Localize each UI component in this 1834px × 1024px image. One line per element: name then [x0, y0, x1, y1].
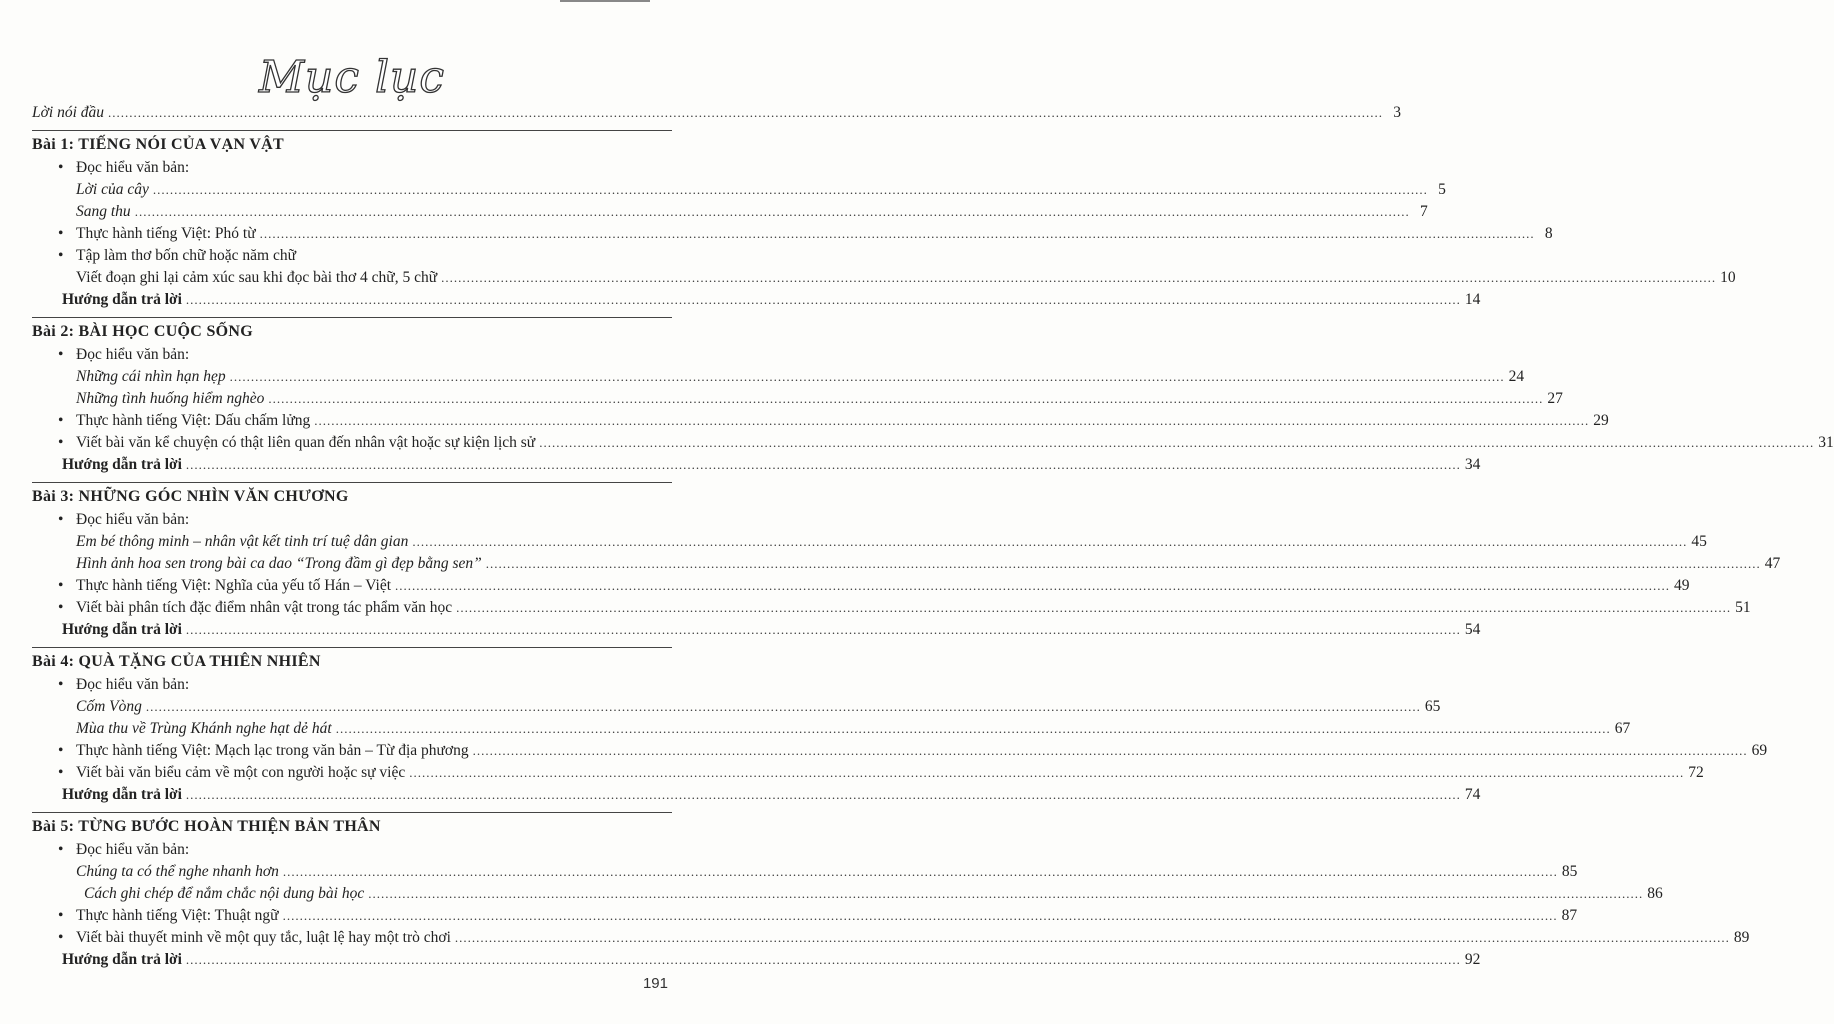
toc-group[interactable]: [32, 841, 672, 863]
bullet-icon: •: [58, 247, 64, 264]
toc-entry-page: 49: [1674, 577, 1690, 594]
toc-entry-page: 34: [1464, 456, 1481, 473]
toc-entry-label: Viết bài thuyết minh về một quy tắc, luật lệ hay một trò chơi: [76, 929, 451, 946]
toc-item[interactable]: [32, 412, 1609, 434]
toc-item[interactable]: [32, 434, 1834, 456]
leader-dots: ............................................................................................................................................................................................................................................................................................................: [454, 930, 1730, 945]
bullet-icon: •: [58, 434, 64, 451]
section-divider: [32, 130, 672, 131]
lesson-heading[interactable]: Bài 2: BÀI HỌC CUỘC SỐNG: [32, 323, 253, 340]
toc-entry-page: 85: [1561, 863, 1578, 880]
toc-reading[interactable]: [32, 390, 1563, 412]
toc-group[interactable]: [32, 511, 672, 533]
toc-reading[interactable]: [32, 533, 1707, 555]
table-of-contents: [32, 104, 1834, 973]
toc-entry-page: 54: [1464, 621, 1481, 638]
toc-entry-page: 45: [1691, 533, 1707, 550]
section-divider: [32, 317, 672, 318]
page-title: Mục lục: [258, 52, 446, 103]
toc-entry-page: 8: [1544, 225, 1553, 242]
toc-entry-label: Đọc hiểu văn bản:: [76, 511, 190, 528]
toc-entry-page: 74: [1464, 786, 1481, 803]
toc-entry-page: 47: [1764, 555, 1781, 572]
toc-reading[interactable]: [32, 368, 1525, 390]
lesson-heading[interactable]: Bài 1: TIẾNG NÓI CỦA VẠN VẬT: [32, 136, 285, 153]
toc-entry-label: Thực hành tiếng Việt: Nghĩa của yếu tố Hán – Việt: [76, 577, 392, 594]
toc-entry-label: Viết đoạn ghi lại cảm xúc sau khi đọc bài thơ 4 chữ, 5 chữ: [76, 269, 438, 286]
toc-group[interactable]: [32, 247, 672, 269]
bullet-icon: •: [58, 511, 64, 528]
leader-dots: ............................................................................................................................................................................................................................................................................................................: [314, 413, 1590, 428]
toc-entry-label: Viết bài văn kể chuyện có thật liên quan đến nhân vật hoặc sự kiện lịch sử: [76, 434, 536, 451]
toc-entry-page: 7: [1419, 203, 1428, 220]
page-number: 191: [642, 975, 668, 992]
leader-dots: ............................................................................................................................................................................................................................................................................................................: [134, 204, 1410, 219]
toc-entry-label: Hướng dẫn trả lời: [62, 786, 182, 803]
toc-group[interactable]: [32, 676, 672, 698]
bullet-icon: •: [58, 412, 64, 429]
toc-item[interactable]: [32, 577, 1690, 599]
leader-dots: ............................................................................................................................................................................................................................................................................................................: [282, 864, 1558, 879]
toc-item[interactable]: [32, 599, 1751, 621]
toc-entry-label: Đọc hiểu văn bản:: [76, 841, 190, 858]
bullet-icon: •: [58, 346, 64, 363]
toc-item[interactable]: [32, 907, 1578, 929]
leader-dots: ............................................................................................................................................................................................................................................................................................................: [185, 952, 1461, 967]
toc-entry-label: Đọc hiểu văn bản:: [76, 346, 190, 363]
toc-reading[interactable]: [32, 181, 1446, 203]
bullet-icon: •: [58, 742, 64, 759]
toc-entry-label: Em bé thông minh – nhân vật kết tinh trí tuệ dân gian: [76, 533, 409, 550]
toc-entry-label: Hướng dẫn trả lời: [62, 621, 182, 638]
toc-entry-preface[interactable]: [32, 104, 1402, 126]
toc-entry-page: 29: [1593, 412, 1609, 429]
toc-entry-label: Tập làm thơ bốn chữ hoặc năm chữ: [76, 247, 296, 264]
toc-entry-page: 65: [1424, 698, 1441, 715]
toc-entry-page: 92: [1464, 951, 1481, 968]
leader-dots: ............................................................................................................................................................................................................................................................................................................: [539, 435, 1815, 450]
toc-entry-label: Cách ghi chép để nắm chắc nội dung bài học: [84, 885, 365, 902]
toc-entry-label: Lời của cây: [76, 181, 149, 198]
leader-dots: ............................................................................................................................................................................................................................................................................................................: [282, 908, 1558, 923]
toc-entry-page: 87: [1561, 907, 1578, 924]
top-edge-line: [560, 0, 650, 2]
toc-reading[interactable]: [32, 720, 1631, 742]
toc-entry-label: Cốm Vòng: [76, 698, 142, 715]
leader-dots: ............................................................................................................................................................................................................................................................................................................: [368, 886, 1644, 901]
leader-dots: ............................................................................................................................................................................................................................................................................................................: [472, 743, 1748, 758]
bullet-icon: •: [58, 907, 64, 924]
bullet-icon: •: [58, 225, 64, 242]
toc-entry-page: 51: [1735, 599, 1751, 616]
leader-dots: ............................................................................................................................................................................................................................................................................................................: [456, 600, 1732, 615]
leader-dots: ............................................................................................................................................................................................................................................................................................................: [335, 721, 1611, 736]
toc-group[interactable]: [32, 159, 672, 181]
toc-entry-page: 24: [1508, 368, 1525, 385]
toc-entry-page: 3: [1393, 104, 1402, 121]
leader-dots: ............................................................................................................................................................................................................................................................................................................: [395, 578, 1671, 593]
leader-dots: ............................................................................................................................................................................................................................................................................................................: [185, 457, 1461, 472]
leader-dots: ............................................................................................................................................................................................................................................................................................................: [412, 534, 1688, 549]
toc-entry-label: Những tình huống hiểm nghèo: [76, 390, 265, 407]
bullet-icon: •: [58, 599, 64, 616]
section-divider: [32, 647, 672, 648]
leader-dots: ............................................................................................................................................................................................................................................................................................................: [152, 182, 1428, 197]
leader-dots: ............................................................................................................................................................................................................................................................................................................: [409, 765, 1685, 780]
leader-dots: ............................................................................................................................................................................................................................................................................................................: [185, 787, 1461, 802]
toc-group[interactable]: [32, 346, 672, 368]
section-divider: [32, 482, 672, 483]
toc-entry-page: 72: [1688, 764, 1704, 781]
leader-dots: ............................................................................................................................................................................................................................................................................................................: [485, 556, 1761, 571]
toc-entry-page: 86: [1647, 885, 1663, 902]
toc-entry-label: Hình ảnh hoa sen trong bài ca dao “Trong đầm gì đẹp bằng sen”: [76, 555, 482, 572]
toc-reading[interactable]: [32, 698, 1441, 720]
toc-item[interactable]: [32, 225, 1553, 247]
toc-entry-label: Thực hành tiếng Việt: Phó từ: [76, 225, 256, 242]
toc-entry-label: Những cái nhìn hạn hẹp: [76, 368, 226, 385]
toc-entry-label: Sang thu: [76, 203, 131, 220]
toc-entry-label: Hướng dẫn trả lời: [62, 951, 182, 968]
toc-entry-label: Đọc hiểu văn bản:: [76, 676, 190, 693]
bullet-icon: •: [58, 764, 64, 781]
lesson-heading[interactable]: Bài 3: NHỮNG GÓC NHÌN VĂN CHƯƠNG: [32, 488, 349, 505]
toc-answers[interactable]: [32, 951, 1481, 973]
toc-entry-label: Đọc hiểu văn bản:: [76, 159, 190, 176]
toc-entry-page: 31: [1818, 434, 1834, 451]
lesson-heading[interactable]: Bài 5: TỪNG BƯỚC HOÀN THIỆN BẢN THÂN: [32, 818, 381, 835]
toc-entry-label: Thực hành tiếng Việt: Mạch lạc trong văn bản – Từ địa phương: [76, 742, 469, 759]
leader-dots: ............................................................................................................................................................................................................................................................................................................: [145, 699, 1421, 714]
toc-entry-label: Thực hành tiếng Việt: Thuật ngữ: [76, 907, 279, 924]
bullet-icon: •: [58, 929, 64, 946]
toc-entry-page: 14: [1464, 291, 1481, 308]
leader-dots: ............................................................................................................................................................................................................................................................................................................: [185, 292, 1461, 307]
toc-entry-page: 10: [1720, 269, 1736, 286]
lesson-heading[interactable]: Bài 4: QUÀ TẶNG CỦA THIÊN NHIÊN: [32, 653, 321, 670]
bullet-icon: •: [58, 841, 64, 858]
bullet-icon: •: [58, 676, 64, 693]
toc-entry-label: Viết bài văn biểu cảm về một con người hoặc sự việc: [76, 764, 406, 781]
toc-answers[interactable]: [32, 456, 1481, 478]
leader-dots: ............................................................................................................................................................................................................................................................................................................: [441, 270, 1717, 285]
toc-entry-label: Chúng ta có thể nghe nhanh hơn: [76, 863, 279, 880]
bullet-icon: •: [58, 577, 64, 594]
section-divider: [32, 812, 672, 813]
toc-entry-page: 67: [1614, 720, 1631, 737]
leader-dots: ............................................................................................................................................................................................................................................................................................................: [229, 369, 1505, 384]
leader-dots: ............................................................................................................................................................................................................................................................................................................: [259, 226, 1535, 241]
toc-item[interactable]: [32, 742, 1768, 764]
leader-dots: ............................................................................................................................................................................................................................................................................................................: [268, 391, 1544, 406]
leader-dots: ............................................................................................................................................................................................................................................................................................................: [108, 105, 1384, 120]
toc-answers[interactable]: [32, 621, 1481, 643]
toc-entry-page: 27: [1547, 390, 1563, 407]
toc-entry-page: 89: [1733, 929, 1750, 946]
toc-reading[interactable]: [32, 555, 1781, 577]
toc-reading[interactable]: [32, 885, 1663, 907]
toc-entry-label: Mùa thu về Trùng Khánh nghe hạt dẻ hát: [76, 720, 332, 737]
toc-reading[interactable]: [32, 203, 1428, 225]
toc-writing[interactable]: [32, 269, 1736, 291]
toc-entry-page: 5: [1438, 181, 1446, 198]
toc-answers[interactable]: [32, 786, 1481, 808]
toc-answers[interactable]: [32, 291, 1481, 313]
bullet-icon: •: [58, 159, 64, 176]
toc-item[interactable]: [32, 764, 1704, 786]
toc-item[interactable]: [32, 929, 1750, 951]
toc-entry-label: Lời nói đầu: [32, 104, 105, 121]
toc-entry-label: Viết bài phân tích đặc điểm nhân vật trong tác phẩm văn học: [76, 599, 453, 616]
toc-entry-label: Hướng dẫn trả lời: [62, 456, 182, 473]
leader-dots: ............................................................................................................................................................................................................................................................................................................: [185, 622, 1461, 637]
toc-reading[interactable]: [32, 863, 1578, 885]
toc-entry-page: 69: [1751, 742, 1768, 759]
toc-entry-label: Hướng dẫn trả lời: [62, 291, 182, 308]
toc-entry-label: Thực hành tiếng Việt: Dấu chấm lửng: [76, 412, 311, 429]
